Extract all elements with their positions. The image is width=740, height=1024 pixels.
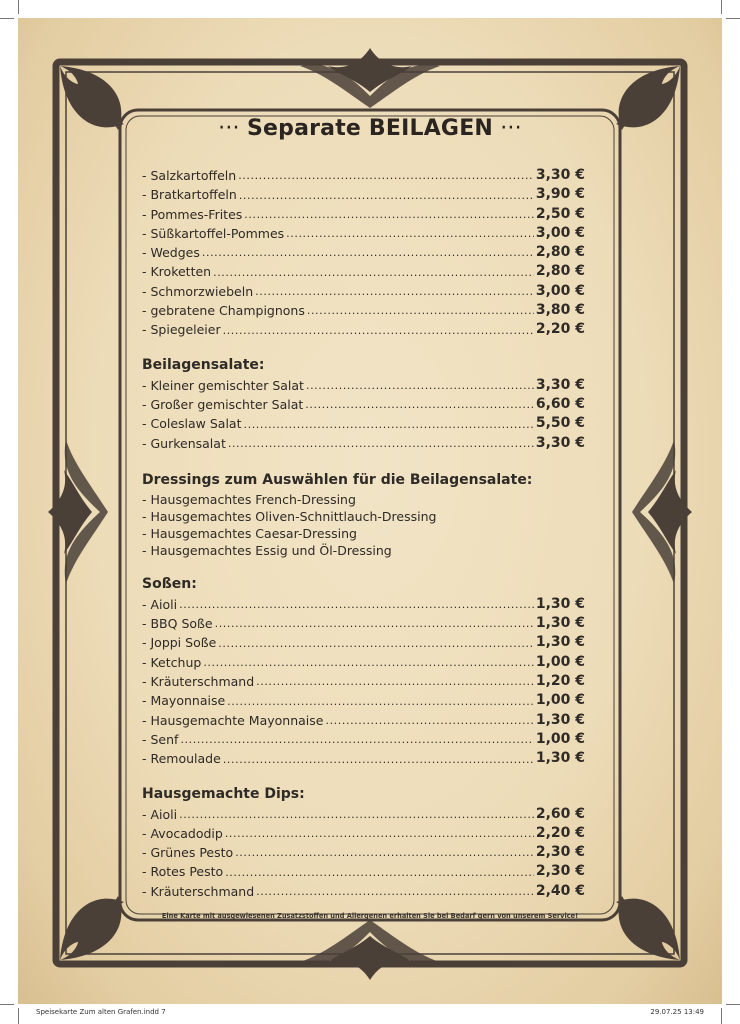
dips-heading: Hausgemachte Dips: — [142, 785, 305, 802]
menu-item — [142, 301, 585, 320]
dot-leader — [179, 806, 534, 824]
item-name: - Ketchup — [142, 654, 202, 670]
item-price: 1,00 € — [535, 692, 585, 709]
item-price: 1,30 € — [535, 595, 585, 612]
item-price: 3,90 € — [535, 186, 585, 203]
item-name: - Süßkartoffel-Pommes — [142, 225, 285, 241]
corner-ornament-bottom-left — [60, 896, 124, 960]
menu-item — [142, 395, 585, 414]
item-price: 3,80 € — [535, 302, 585, 319]
item-name: - Avocadodip — [142, 825, 223, 841]
item-price: 2,80 € — [535, 244, 585, 261]
item-name: - Rotes Pesto — [142, 864, 224, 880]
dot-leader — [307, 302, 534, 320]
dot-leader — [255, 283, 534, 301]
menu-item — [142, 224, 585, 243]
dot-leader — [213, 264, 534, 282]
item-price: 1,30 € — [535, 634, 585, 651]
item-name: - gebratene Champignons — [142, 303, 305, 319]
dressing-item: - Hausgemachtes Caesar-Dressing — [142, 525, 357, 541]
dot-leader — [228, 435, 534, 453]
sossen-heading: Soßen: — [142, 575, 197, 592]
salate-heading: Beilagensalate: — [142, 356, 265, 373]
item-price: 2,80 € — [535, 263, 585, 280]
item-name: - Kleiner gemischter Salat — [142, 377, 304, 393]
item-name: - Aioli — [142, 806, 178, 822]
item-name: - Coleslaw Salat — [142, 416, 242, 432]
dot-leader — [203, 654, 534, 672]
dot-leader — [305, 396, 534, 414]
dressing-item: - Hausgemachtes Oliven-Schnittlauch-Dressing — [142, 508, 437, 524]
item-name: - Pommes-Frites — [142, 206, 243, 222]
item-price: 3,00 € — [535, 282, 585, 299]
item-price: 1,00 € — [535, 730, 585, 747]
print-slug-date: 29.07.25 13:49 — [650, 1008, 704, 1016]
item-price: 6,60 € — [535, 395, 585, 412]
item-price: 1,30 € — [535, 615, 585, 632]
menu-item — [142, 414, 585, 433]
menu-content — [142, 166, 585, 901]
item-price: 3,30 € — [535, 376, 585, 393]
item-price: 2,60 € — [535, 805, 585, 822]
item-name: - Kräuterschmand — [142, 674, 255, 690]
item-name: - Großer gemischter Salat — [142, 396, 304, 412]
dot-leader — [325, 712, 533, 730]
menu-item — [142, 749, 585, 768]
item-name: - Hausgemachte Mayonnaise — [142, 712, 324, 728]
title-dots-right: ··· — [500, 116, 522, 141]
item-name: - Aioli — [142, 596, 178, 612]
menu-item — [142, 185, 585, 204]
dot-leader — [180, 731, 533, 749]
menu-item — [142, 672, 585, 691]
allergen-footnote: Eine Karte mit ausgewiesenen Zusatzstoffen und Allergenen erhalten Sie bei Bedarf gern von unserem Service! — [161, 912, 579, 920]
item-name: - Kräuterschmand — [142, 883, 255, 899]
dot-leader — [244, 416, 534, 434]
item-price: 1,00 € — [535, 653, 585, 670]
item-name: - BBQ Soße — [142, 616, 213, 632]
menu-item — [142, 614, 585, 633]
menu-item — [142, 824, 585, 843]
menu-item — [142, 862, 585, 881]
item-name: - Joppi Soße — [142, 635, 217, 651]
dot-leader — [223, 751, 534, 769]
title-text: Separate BEILAGEN — [246, 116, 494, 141]
dressing-item: - Hausgemachtes Essig und Öl-Dressing — [142, 542, 392, 558]
salate-list — [142, 376, 585, 453]
item-price: 5,50 € — [535, 415, 585, 432]
dot-leader — [286, 225, 534, 243]
menu-item — [142, 320, 585, 339]
item-name: - Bratkartoffeln — [142, 187, 237, 203]
menu-item — [142, 205, 585, 224]
menu-item — [142, 262, 585, 281]
item-price: 1,30 € — [535, 711, 585, 728]
menu-item — [142, 805, 585, 824]
dot-leader — [225, 864, 534, 882]
menu-item — [142, 730, 585, 749]
item-price: 3,30 € — [535, 434, 585, 451]
item-price: 2,40 € — [535, 882, 585, 899]
menu-item — [142, 691, 585, 710]
dot-leader — [244, 206, 534, 224]
item-price: 2,20 € — [535, 824, 585, 841]
menu-item — [142, 595, 585, 614]
dot-leader — [256, 883, 534, 901]
corner-ornament-bottom-right — [616, 896, 680, 960]
menu-item — [142, 376, 585, 395]
dressings-heading: Dressings zum Auswählen für die Beilagensalate: — [142, 471, 533, 488]
item-name: - Senf — [142, 731, 179, 747]
item-name: - Salzkartoffeln — [142, 168, 237, 183]
item-price: 2,30 € — [535, 844, 585, 861]
sossen-list — [142, 595, 585, 769]
item-price: 2,20 € — [535, 321, 585, 338]
dot-leader — [239, 187, 534, 205]
item-price: 3,30 € — [535, 167, 585, 183]
bottom-center-ornament — [300, 920, 440, 980]
dot-leader — [238, 167, 534, 185]
dot-leader — [235, 844, 534, 862]
print-slug-file: Speisekarte Zum alten Grafen.indd 7 — [36, 1008, 166, 1016]
item-name: - Wedges — [142, 245, 200, 261]
item-name: - Spiegeleier — [142, 322, 221, 338]
dressings-list — [142, 491, 585, 559]
title-dots-left: ··· — [218, 116, 240, 141]
dot-leader — [227, 693, 534, 711]
top-center-ornament — [300, 48, 440, 108]
item-name: - Schmorzwiebeln — [142, 283, 254, 299]
menu-item — [142, 843, 585, 862]
dot-leader — [215, 615, 534, 633]
dot-leader — [256, 673, 534, 691]
dot-leader — [179, 596, 534, 614]
dips-list — [142, 805, 585, 901]
menu-item — [142, 434, 585, 453]
item-price: 3,00 € — [535, 224, 585, 241]
menu-item — [142, 282, 585, 301]
dot-leader — [223, 322, 534, 340]
item-name: - Kroketten — [142, 264, 212, 280]
item-name: - Remoulade — [142, 751, 221, 767]
menu-item — [142, 166, 585, 185]
menu-item — [142, 633, 585, 652]
item-price: 1,30 € — [535, 750, 585, 767]
menu-item — [142, 243, 585, 262]
dot-leader — [202, 244, 534, 262]
menu-item — [142, 653, 585, 672]
item-name: - Grünes Pesto — [142, 845, 234, 861]
beilagen-list — [142, 166, 585, 340]
page-title — [0, 116, 740, 141]
item-price: 2,50 € — [535, 205, 585, 222]
item-price: 2,30 € — [535, 863, 585, 880]
item-name: - Mayonnaise — [142, 693, 226, 709]
menu-item — [142, 882, 585, 901]
dot-leader — [306, 377, 534, 395]
dot-leader — [225, 825, 534, 843]
item-price: 1,20 € — [535, 673, 585, 690]
menu-item — [142, 711, 585, 730]
item-name: - Gurkensalat — [142, 435, 226, 451]
dot-leader — [218, 635, 534, 653]
dressing-item: - Hausgemachtes French-Dressing — [142, 491, 356, 507]
